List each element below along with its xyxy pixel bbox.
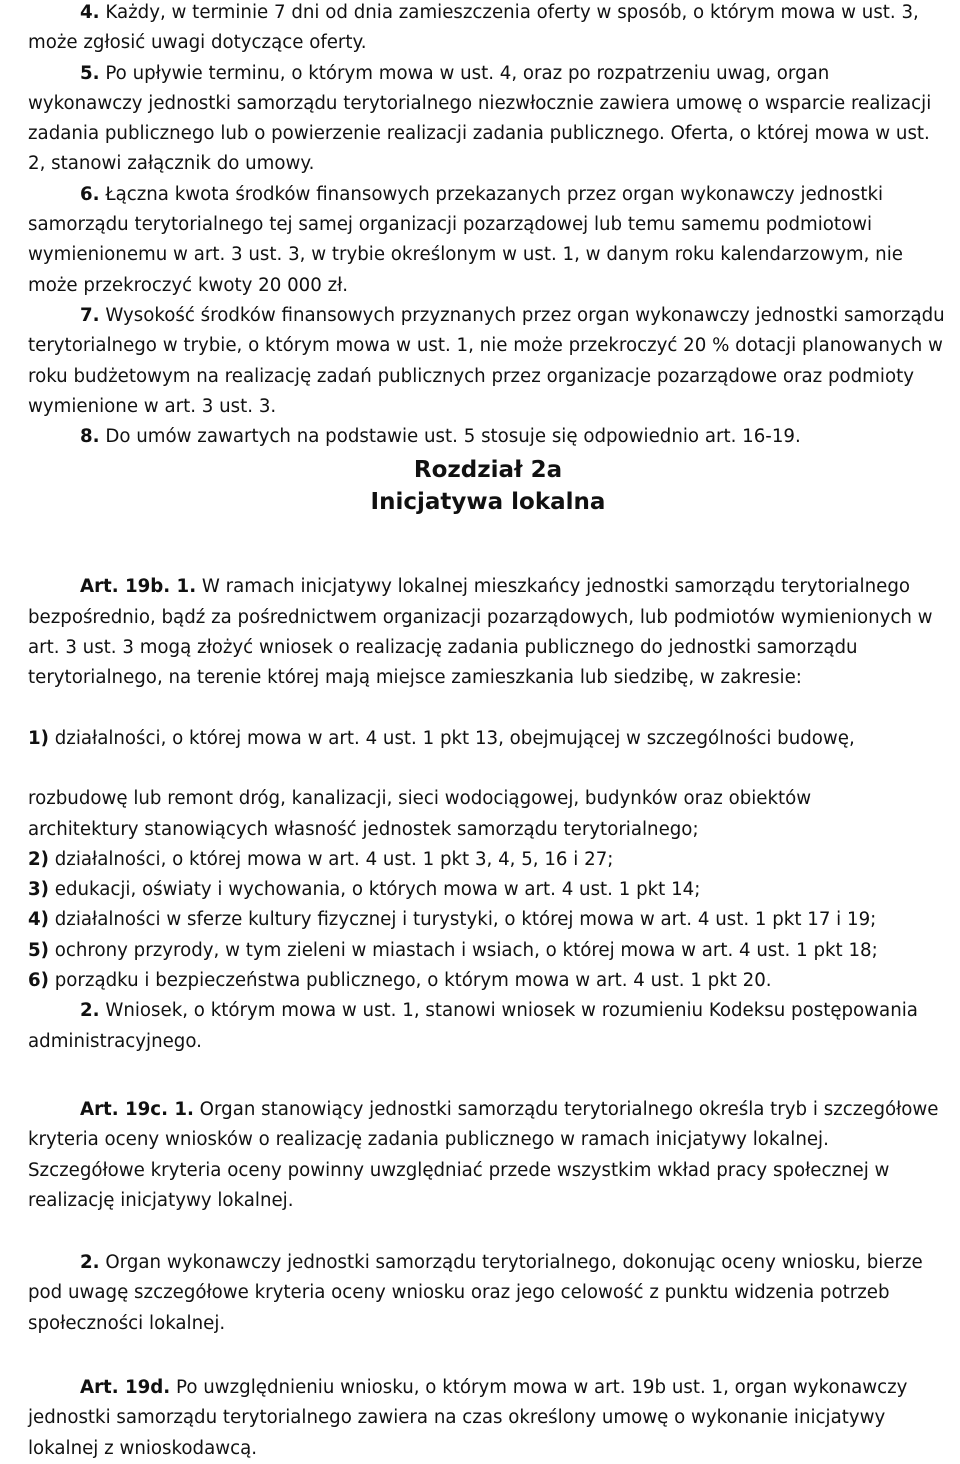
paragraph-text: Wniosek, o którym mowa w ust. 1, stanowi wniosek w rozumieniu Kodeksu postępowania administracyjnego. [28, 1000, 918, 1052]
paragraph-number: 7. [80, 304, 100, 326]
list-item-text: działalności w sferze kultury fizycznej i turystyki, o której mowa w art. 4 ust. 1 pkt 17 i 19; [48, 909, 877, 931]
paragraph-text: Każdy, w terminie 7 dni od dnia zamieszczenia oferty w sposób, o którym mowa w ust. 3, może zgłosić uwagi dotyczące oferty. [28, 2, 919, 54]
paragraph-text: Wysokość środków finansowych przyznanych przez organ wykonawczy jednostki samorządu terytorialnego w trybie, o którym mowa w ust. 1, nie może przekroczyć 20 % dotacji planowanych w roku budżetowym na realizację zadań publicznych przez organizacje pozarządowe oraz podmioty wymienione w art. 3 ust. 3. [28, 304, 945, 417]
list-item-text: edukacji, oświaty i wychowania, o których mowa w art. 4 ust. 1 pkt 14; [48, 879, 701, 901]
paragraph-text: Organ stanowiący jednostki samorządu terytorialnego określa tryb i szczegółowe kryteria oceny wniosków o realizację zadania publicznego w ramach inicjatywy lokalnej. Szczegółowe kryteria oceny powinny uwzględniać przede wszystkim wkład pracy społecznej w realizację inicjatywy lokalnej. [28, 1098, 939, 1211]
paragraph-number: 5. [80, 62, 100, 84]
list-item-number: 4) [28, 909, 49, 931]
list-item [28, 966, 948, 996]
paragraph-text: Po upływie terminu, o którym mowa w ust. 4, oraz po rozpatrzeniu uwag, organ wykonawczy jednostki samorządu terytorialnego niezwłocznie zawiera umowę o wsparcie realizacji zadania publicznego lub o powierzenie realizacji zadania publicznego. Oferta, o której mowa w ust. 2, stanowi załącznik do umowy. [28, 62, 932, 175]
paragraph-7 [28, 301, 948, 422]
paragraph-5 [28, 59, 948, 180]
article-19b-list [28, 724, 948, 997]
list-item [28, 936, 948, 966]
article-number: Art. 19d. [80, 1376, 171, 1398]
paragraph-number: 6. [80, 183, 100, 205]
paragraph-8 [28, 422, 948, 452]
list-item-text: porządku i bezpieczeństwa publicznego, o którym mowa w art. 4 ust. 1 pkt 20. [48, 970, 772, 992]
chapter-label: Rozdział 2a [413, 457, 563, 484]
paragraph-number: 1. [170, 576, 197, 598]
list-item-continuation-text: rozbudowę lub remont dróg, kanalizacji, sieci wodociągowej, budynków oraz obiektów [28, 788, 812, 810]
list-item-number: 6) [28, 970, 49, 992]
list-item [28, 724, 948, 754]
article-19b-paragraph-1 [28, 572, 948, 693]
list-item-text: ochrony przyrody, w tym zieleni w miastach i wsiach, o której mowa w art. 4 ust. 1 pkt 18; [48, 939, 878, 961]
article-19c-paragraph-1 [28, 1095, 948, 1216]
article-19b-paragraph-2 [28, 996, 948, 1057]
paragraph-4 [28, 0, 948, 59]
paragraph-text: Po uwzględnieniu wniosku, o którym mowa w art. 19b ust. 1, organ wykonawczy jednostki samorządu terytorialnego zawiera na czas określony umowę o wykonanie inicjatywy lokalnej z wnioskodawcą. [28, 1376, 908, 1459]
list-item [28, 905, 948, 935]
list-item [28, 875, 948, 905]
paragraph-number: 1. [167, 1098, 194, 1120]
chapter-title: Inicjatywa lokalna [370, 489, 606, 516]
list-item-continuation [28, 754, 948, 815]
article-number: Art. 19c. [80, 1098, 168, 1120]
paragraph-6 [28, 180, 948, 301]
list-item [28, 845, 948, 875]
list-item-number: 5) [28, 939, 49, 961]
list-item-number: 3) [28, 879, 49, 901]
paragraph-number: 4. [80, 2, 100, 23]
paragraph-number: 8. [80, 426, 100, 448]
list-item-continuation-text: architektury stanowiących własność jednostek samorządu terytorialnego; [28, 818, 699, 840]
paragraph-text: W ramach inicjatywy lokalnej mieszkańcy jednostki samorządu terytorialnego bezpośrednio, bądź za pośrednictwem organizacji pozarządowych, lub podmiotów wymienionych w art. 3 ust. 3 mogą złożyć wniosek o realizację zadania publicznego do jednostki samorządu terytorialnego, na terenie której mają miejsce zamieszkania lub siedzibę, w zakresie: [28, 576, 933, 689]
paragraph-text: Do umów zawartych na podstawie ust. 5 stosuje się odpowiednio art. 16-19. [99, 426, 801, 448]
article-number: Art. 19b. [80, 576, 171, 598]
list-item-number: 1) [28, 727, 49, 749]
list-item-continuation [28, 815, 948, 845]
paragraph-number: 2. [80, 1252, 100, 1274]
list-item-text: działalności, o której mowa w art. 4 ust. 1 pkt 3, 4, 5, 16 i 27; [48, 848, 614, 870]
article-19d [28, 1373, 948, 1464]
list-item-continuation-line [28, 784, 948, 814]
paragraph-text: Organ wykonawczy jednostki samorządu terytorialnego, dokonując oceny wniosku, bierze pod uwagę szczegółowe kryteria oceny wniosku oraz jego celowość z punktu widzenia potrzeb społeczności lokalnej. [28, 1252, 923, 1334]
paragraph-text: Łączna kwota środków finansowych przekazanych przez organ wykonawczy jednostki samorządu terytorialnego tej samej organizacji pozarządowej lub temu samemu podmiotowi wymienionemu w art. 3 ust. 3, w trybie określonym w ust. 1, w danym roku kalendarzowym, nie może przekroczyć kwoty 20 000 zł. [28, 183, 903, 296]
list-item-number: 2) [28, 848, 49, 870]
paragraph-number: 2. [80, 1000, 100, 1022]
article-19c-paragraph-2 [28, 1248, 948, 1339]
list-item-text: działalności, o której mowa w art. 4 ust. 1 pkt 13, obejmującej w szczególności budowę, [48, 727, 855, 749]
